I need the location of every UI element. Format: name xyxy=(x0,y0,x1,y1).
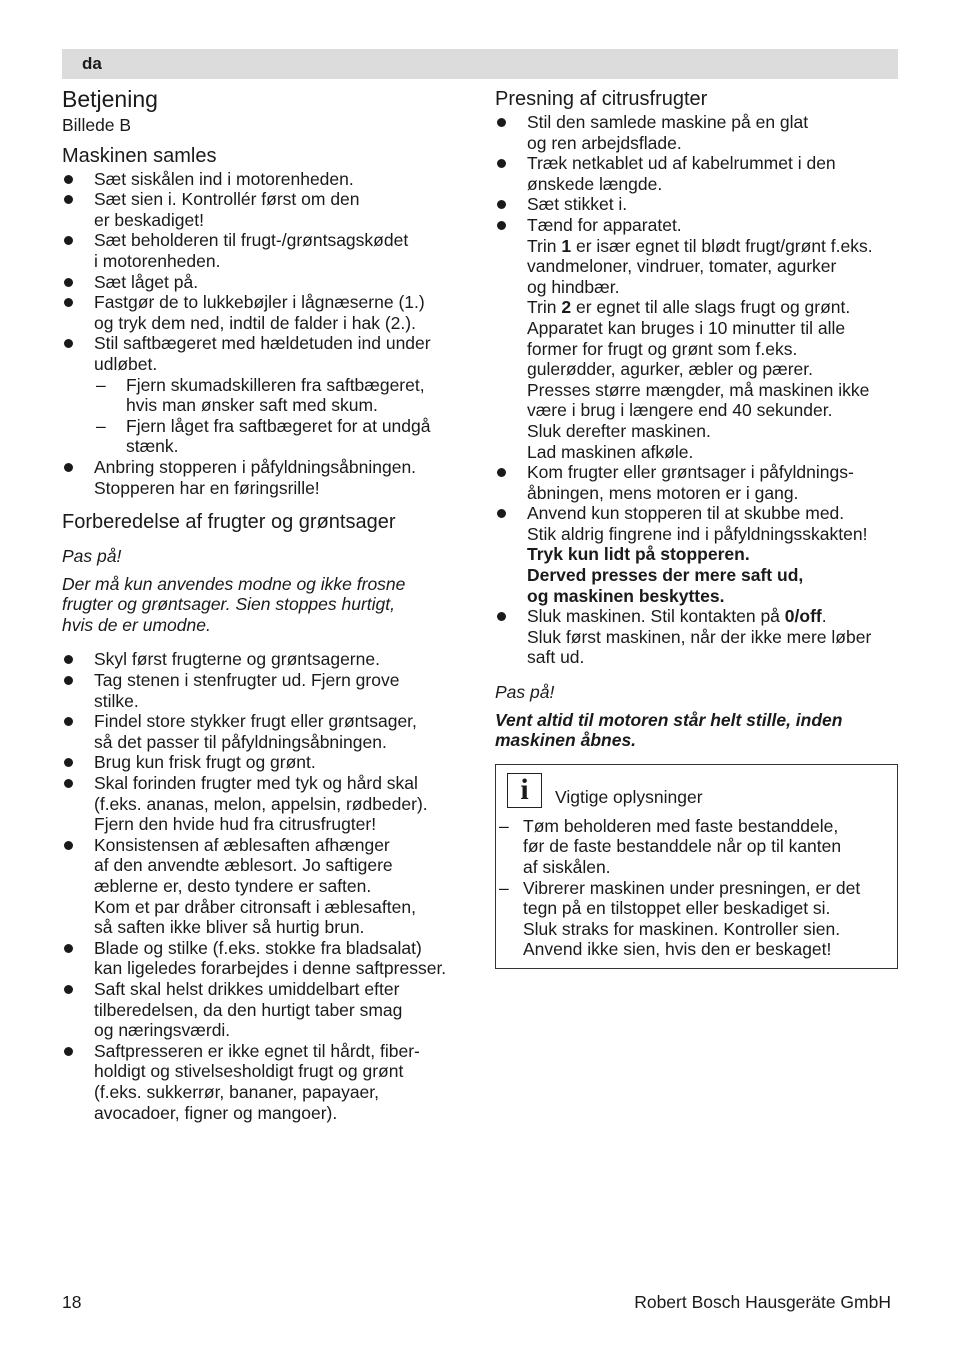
list-item xyxy=(495,112,898,153)
list-line: udløbet. xyxy=(94,353,158,374)
prep-warning-text xyxy=(62,574,470,636)
list-item xyxy=(496,878,891,960)
list-line: Sluk først maskinen, når der ikke mere løber xyxy=(527,626,872,647)
list-line: og hindbær. xyxy=(527,276,620,297)
list-line: – Vibrerer maskinen under presningen, er det xyxy=(523,877,861,898)
list-line: Konsistensen af æblesaften afhænger xyxy=(94,834,390,855)
list-line: tilberedelsen, da den hurtigt taber smag xyxy=(94,999,403,1020)
list-line: avocadoer, figner og mangoer). xyxy=(94,1102,338,1123)
page-number: 18 xyxy=(62,1292,82,1312)
list-line: ønskede længde. xyxy=(527,173,663,194)
list-item xyxy=(495,215,898,462)
list-line: og ren arbejdsflade. xyxy=(527,132,682,153)
list-line: Saftpresseren er ikke egnet til hårdt, fiber- xyxy=(94,1040,420,1061)
list-line: Saft skal helst drikkes umiddelbart efter xyxy=(94,978,400,999)
list-line: Tænd for apparatet. xyxy=(527,214,682,235)
info-icon: i xyxy=(507,773,542,808)
list-line: Anvend kun stopperen til at skubbe med. xyxy=(527,503,845,524)
list-line: Sæt siskålen ind i motorenheden. xyxy=(94,168,354,189)
list-line: Sæt stikket i. xyxy=(527,194,628,215)
switch-off-line: Sluk maskinen. Stil kontakten på 0/off. xyxy=(527,606,827,627)
assembly-list xyxy=(62,169,470,499)
list-line: stænk. xyxy=(126,436,179,457)
list-line: og maskinen beskyttes. xyxy=(527,585,725,606)
list-line: – Fjern låget fra saftbægeret for at undgå xyxy=(126,415,431,436)
list-line: Brug kun frisk frugt og grønt. xyxy=(94,752,316,773)
info-title: Vigtige oplysninger xyxy=(555,787,703,808)
list-line: former for frugt og grønt som f.eks. xyxy=(527,338,798,359)
list-line: af siskålen. xyxy=(523,857,611,877)
list-line: Sæt sien i. Kontrollér først om den xyxy=(94,189,360,210)
list-line: så saften ikke bliver så hurtig brun. xyxy=(94,917,365,938)
list-line: Presses større mængder, må maskinen ikke xyxy=(527,379,870,400)
list-line: stilke. xyxy=(94,690,139,711)
language-bar xyxy=(62,49,898,79)
list-item xyxy=(62,292,470,333)
list-line: Skyl først frugterne og grøntsagerne. xyxy=(94,649,380,670)
sub-list-item xyxy=(94,416,470,457)
language-code: da xyxy=(82,54,102,73)
list-line: saft ud. xyxy=(527,647,585,668)
assembly-heading: Maskinen samles xyxy=(62,144,217,167)
list-line: Sluk derefter maskinen. xyxy=(527,420,711,441)
prep-list xyxy=(62,649,470,1123)
list-line: Tryk kun lidt på stopperen. xyxy=(527,544,750,565)
company-name: Robert Bosch Hausgeräte GmbH xyxy=(634,1292,891,1312)
list-item xyxy=(62,1041,470,1123)
list-line: af den anvendte æblesort. Jo saftigere xyxy=(94,855,393,876)
list-item xyxy=(62,670,470,711)
list-item xyxy=(62,835,470,938)
list-line: maskinen åbnes. xyxy=(495,730,637,751)
citrus-list xyxy=(495,112,898,668)
speed-2-line: Trin 2 er egnet til alle slags frugt og grønt. xyxy=(527,297,851,318)
list-line: Stil saftbægeret med hældetuden ind under xyxy=(94,333,431,354)
list-line: så det passer til påfyldningsåbningen. xyxy=(94,731,387,752)
list-item xyxy=(62,752,470,773)
sub-list-item xyxy=(94,375,470,416)
list-line: og tryk dem ned, indtil de falder i hak (2.). xyxy=(94,312,416,333)
speed-1-number: 1 xyxy=(561,235,572,256)
list-line: gulerødder, agurker, æbler og pærer. xyxy=(527,359,813,380)
list-line: Blade og stilke (f.eks. stokke fra bladsalat) xyxy=(94,937,422,958)
list-line: Stik aldrig fingrene ind i påfyldningsskakten! xyxy=(527,523,868,544)
list-line: Anvend ikke sien, hvis den er beskaget! xyxy=(523,939,832,960)
list-line: Fjern den hvide hud fra citrusfrugter! xyxy=(94,814,377,835)
speed-1-line: Trin 1 er især egnet til blødt frugt/grønt f.eks. xyxy=(527,235,873,256)
list-line: kan ligeledes forarbejdes i denne saftpresser. xyxy=(94,958,447,979)
left-column xyxy=(62,84,470,1123)
list-line: – Tøm beholderen med faste bestanddele, xyxy=(523,815,839,836)
list-line: er beskadiget! xyxy=(94,209,204,230)
list-line: Skal forinden frugter med tyk og hård skal xyxy=(94,773,418,794)
list-line: Anbring stopperen i påfyldningsåbningen. xyxy=(94,456,417,477)
list-line: før de faste bestanddele når op til kanten xyxy=(523,836,842,857)
list-item xyxy=(62,711,470,752)
list-line: Sæt låget på. xyxy=(94,271,199,292)
list-line: Træk netkablet ud af kabelrummet i den xyxy=(527,153,836,174)
list-item xyxy=(62,938,470,979)
list-line: og næringsværdi. xyxy=(94,1020,231,1041)
list-line: åbningen, mens motoren er i gang. xyxy=(527,482,799,503)
list-line: hvis de er umodne. xyxy=(62,614,211,635)
list-item xyxy=(62,169,470,190)
list-line: vandmeloner, vindruer, tomater, agurker xyxy=(527,256,837,277)
list-item xyxy=(62,189,470,230)
right-column xyxy=(495,84,898,969)
list-line: tegn på en tilstoppet eller beskadiget si. xyxy=(523,898,831,919)
prep-warning-heading: Pas på! xyxy=(62,546,122,567)
list-line: frugter og grøntsager. Sien stoppes hurtigt, xyxy=(62,594,396,615)
list-item xyxy=(495,194,898,215)
list-item xyxy=(495,606,898,668)
list-item xyxy=(62,979,470,1041)
citrus-heading: Presning af citrusfrugter xyxy=(495,88,708,110)
list-line: Der må kun anvendes modne og ikke frosne xyxy=(62,573,406,594)
sub-list xyxy=(94,375,470,457)
info-box-header xyxy=(507,773,891,808)
list-line: Kom et par dråber citronsaft i æblesaften, xyxy=(94,896,416,917)
citrus-warning-text xyxy=(495,710,898,751)
list-item xyxy=(62,649,470,670)
list-line: Lad maskinen afkøle. xyxy=(527,441,694,462)
list-line: Sluk straks for maskinen. Kontroller sien. xyxy=(523,918,841,939)
info-box xyxy=(495,764,898,969)
list-line: Vent altid til motoren står helt stille, inden xyxy=(495,709,843,730)
speed-2-number: 2 xyxy=(561,297,572,318)
list-line: Sæt beholderen til frugt-/grøntsagskødet xyxy=(94,230,409,251)
list-line: Apparatet kan bruges i 10 minutter til alle xyxy=(527,317,846,338)
list-line: Tag stenen i stenfrugter ud. Fjern grove xyxy=(94,670,400,691)
list-item xyxy=(495,462,898,503)
list-item xyxy=(62,457,470,498)
list-line: (f.eks. ananas, melon, appelsin, rødbeder). xyxy=(94,793,428,814)
list-line: æblerne er, desto tyndere er saften. xyxy=(94,876,372,896)
list-item xyxy=(62,773,470,835)
citrus-warning-heading: Pas på! xyxy=(495,682,555,703)
list-line: Fastgør de to lukkebøjler i lågnæserne (1.) xyxy=(94,292,425,313)
list-line: Derved presses der mere saft ud, xyxy=(527,565,804,586)
list-line: være i brug i længere end 40 sekunder. xyxy=(527,400,833,421)
list-line: (f.eks. sukkerrør, bananer, papayaer, xyxy=(94,1081,380,1102)
switch-position: 0/off xyxy=(784,606,822,627)
list-line: holdigt og stivelsesholdigt frugt og grønt xyxy=(94,1061,404,1082)
list-item xyxy=(495,153,898,194)
figure-reference: Billede B xyxy=(62,115,132,135)
list-line: Stil den samlede maskine på en glat xyxy=(527,112,809,132)
list-line: Kom frugter eller grøntsager i påfyldnings- xyxy=(527,462,854,483)
list-item xyxy=(62,272,470,293)
list-item xyxy=(62,333,470,457)
list-line: Findel store stykker frugt eller grøntsager, xyxy=(94,711,417,732)
list-line: hvis man ønsker saft med skum. xyxy=(126,395,378,416)
list-line: i motorenheden. xyxy=(94,250,221,271)
prep-heading: Forberedelse af frugter og grøntsager xyxy=(62,511,396,534)
list-item xyxy=(62,230,470,271)
list-item xyxy=(495,503,898,606)
list-line: Stopperen har en føringsrille! xyxy=(94,477,320,498)
section-title: Betjening xyxy=(62,86,158,112)
list-line: – Fjern skumadskilleren fra saftbægeret, xyxy=(126,374,425,395)
list-item xyxy=(496,816,891,878)
info-list xyxy=(496,816,891,960)
